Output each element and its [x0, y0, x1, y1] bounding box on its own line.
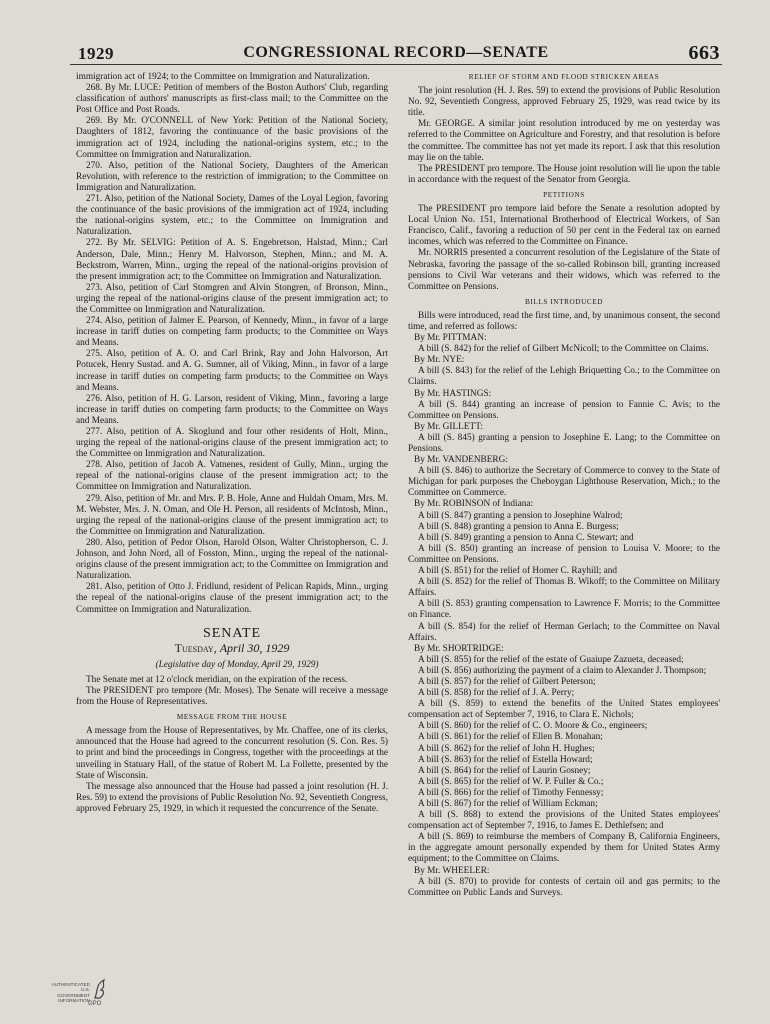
- gpo-logo: [48, 978, 108, 1016]
- bill-entry: A bill (S. 857) for the relief of Gilbert Peterson;: [418, 676, 596, 687]
- bill-entry: A bill (S. 864) for the relief of Laurin Gosney;: [418, 765, 591, 776]
- relief-paragraphs: [408, 86, 720, 186]
- bills-list: [408, 311, 720, 899]
- header-year: 1929: [78, 44, 114, 63]
- paragraph: 276. Also, petition of H. G. Larson, resident of Viking, Minn., favoring a large increase in tariff duties on competing farm products; to the Committee on Ways and Means.: [76, 393, 388, 426]
- bill-entry: A bill (S. 845) granting a pension to Josephine E. Lang; to the Committee on Pensions.: [408, 432, 720, 454]
- paragraph: 280. Also, petition of Pedor Olson, Harold Olson, Walter Christopherson, C. J. Johnson, and John Nord, all of Fosston, Minn., urging the repeal of the national-origins clause of the present immigration act; to the Committee on Immigration and Naturalization.: [76, 537, 388, 582]
- paragraph: 273. Also, petition of Carl Stomgren and Alvin Stongren, of Bronson, Minn., urging the repeal of the national-origins clause of the present immigration act; to the Committee on Immigration and Naturalization.: [76, 282, 388, 315]
- page: [70, 42, 722, 962]
- paragraph: A message from the House of Representatives, by Mr. Chaffee, one of its clerks, announced that the House had agreed to the concurrent resolution (S. Con. Res. 5) to print and bind the proceedings in Congress, together with the proceedings at the unveiling in Statuary Hall, of the statue of Robert M. La Follette, presented by the State of Wisconsin.: [76, 726, 388, 781]
- bill-entry: A bill (S. 863) for the relief of Estella Howard;: [418, 754, 593, 765]
- gpo-logo-text: AUTHENTICATED U.S. GOVERNMENT INFORMATION: [51, 982, 90, 1004]
- petitions-heading: PETITIONS: [543, 190, 585, 199]
- message-heading: MESSAGE FROM THE HOUSE: [176, 713, 288, 722]
- paragraph: 279. Also, petition of Mr. and Mrs. P. B. Hole, Anne and Huldah Omam, Mrs. M. M. Webster, Mrs. J. N. Oman, and Ole H. Person, all residents of McIntosh, Minn., urging the repeal of the national-origins clause of the present immigration act; to the Committee on Immigration and Naturalization.: [76, 493, 388, 537]
- bill-entry: A bill (S. 847) granting a pension to Josephine Walrod;: [418, 510, 623, 521]
- bill-sponsor: By Mr. NYE:: [414, 355, 465, 366]
- bill-entry: A bill (S. 861) for the relief of Ellen B. Monahan;: [418, 732, 603, 743]
- bill-entry: A bill (S. 856) authorizing the payment of a claim to Alexander J. Thompson;: [418, 665, 707, 676]
- eagle-icon: [92, 978, 110, 1000]
- bill-entry: A bill (S. 853) granting compensation to Lawrence F. Morris; to the Committee on Finance.: [408, 599, 720, 621]
- opening-paragraphs: [76, 675, 388, 708]
- bill-entry: A bill (S. 843) for the relief of the Lehigh Briquetting Co.; to the Committee on Claims.: [408, 366, 720, 388]
- bill-entry: A bill (S. 849) granting a pension to Anna C. Stewart; and: [418, 532, 634, 543]
- paragraph: The message also announced that the House had passed a joint resolution (H. J. Res. 59) to extend the provisions of Public Resolution No. 92, Seventieth Congress, approved February 25, 1929, in which it requested the concurrence of the Senate.: [76, 781, 388, 814]
- petitions-continued: [76, 72, 388, 616]
- paragraph: The PRESIDENT pro tempore (Mr. Moses). The Senate will receive a message from the House of Representatives.: [76, 685, 388, 708]
- bill-entry: A bill (S. 855) for the relief of the estate of Guaiupe Zazueta, deceased;: [418, 654, 684, 665]
- bill-entry: A bill (S. 848) granting a pension to Anna E. Burgess;: [418, 521, 619, 532]
- paragraph: 268. By Mr. LUCE: Petition of members of the Boston Authors' Club, regarding classification of authors' manuscripts as first-class mail; to the Committee on the Post Office and Post Roads.: [76, 83, 388, 116]
- senate-heading: SENATE: [202, 625, 262, 641]
- bill-sponsor: By Mr. SHORTRIDGE:: [414, 643, 504, 654]
- paragraph: The joint resolution (H. J. Res. 59) to extend the provisions of Public Resolution No. 92, Seventieth Congress, approved February 25, 1929, was read twice by its title.: [408, 86, 720, 119]
- bills-heading: BILLS INTRODUCED: [524, 297, 604, 306]
- bill-sponsor: By Mr. PITTMAN:: [414, 333, 487, 344]
- gpo-label: GPO: [88, 1001, 102, 1007]
- bill-sponsor: By Mr. WHEELER:: [414, 865, 490, 876]
- paragraph: 277. Also, petition of A. Skoglund and four other residents of Holt, Minn., urging the repeal of the national-origins clause of the present immigration act; to the Committee on Immigration and Naturalization.: [76, 427, 388, 460]
- paragraph: immigration act of 1924; to the Committee on Immigration and Naturalization.: [76, 72, 370, 82]
- message-paragraphs: [76, 726, 388, 815]
- bill-entry: A bill (S. 842) for the relief of Gilbert McNicoll; to the Committee on Claims.: [418, 344, 709, 355]
- paragraph: Mr. NORRIS presented a concurrent resolution of the Legislature of the State of Nebraska, favoring the passage of the so-called Robinson bill, granting increased pensions to Civil War veterans and their widows, which was referred to the Committee on Pensions.: [408, 248, 720, 292]
- page-number: 663: [688, 42, 720, 64]
- bill-entry: A bill (S. 846) to authorize the Secretary of Commerce to convey to the State of Michigan for park purposes the Cheboygan Lighthouse Reservation, Mich.; to the Committee on Commerce.: [408, 466, 720, 499]
- paragraph: 281. Also, petition of Otto J. Fridlund, resident of Pelican Rapids, Minn., urging the repeal of the national-origins clause of the present immigration act; to the Committee on Immigration and Naturalization.: [76, 582, 388, 615]
- left-column: [76, 72, 388, 815]
- paragraph: The Senate met at 12 o'clock meridian, on the expiration of the recess.: [86, 674, 348, 685]
- paragraph: Mr. GEORGE. A similar joint resolution introduced by me on yesterday was referred to the Committee on Agriculture and Forestry, and that resolution is before the committee. The committee has not yet made its report. I ask that this resolution may lie on the table.: [408, 119, 720, 163]
- relief-heading: RELIEF OF STORM AND FLOOD STRICKEN AREAS: [468, 73, 660, 81]
- right-column: [408, 72, 720, 899]
- paragraph: 270. Also, petition of the National Society, Daughters of the American Revolution, with reference to the restriction of immigration; to the Committee on Immigration and Naturalization.: [76, 160, 388, 193]
- paragraph: 269. By Mr. O'CONNELL of New York: Petition of the National Society, Daughters of 1812, favoring the continuance of the basic provisions of the immigration act of 1924, including the national-origins system, etc.; to the Committee on Immigration and Naturalization.: [76, 116, 388, 160]
- bill-entry: A bill (S. 868) to extend the provisions of the United States employees' compensation act of September 7, 1916, to James E. Dethlefsen; and: [408, 810, 720, 832]
- bill-entry: A bill (S. 860) for the relief of C. O. Moore & Co., engineers;: [418, 721, 648, 732]
- paragraph: 271. Also, petition of the National Society, Dames of the Loyal Legion, favoring the continuance of the basic provisions of the immigration act of 1924, including the national-origins system, etc.; to the Committee on Immigration and Naturalization.: [76, 194, 388, 238]
- bill-entry: A bill (S. 854) for the relief of Herman Gerlach; to the Committee on Naval Affairs.: [408, 621, 720, 643]
- bill-sponsor: By Mr. VANDENBERG:: [414, 455, 508, 466]
- bill-entry: A bill (S. 851) for the relief of Homer C. Rayhill; and: [418, 566, 618, 577]
- bill-entry: A bill (S. 870) to provide for contests of certain oil and gas permits; to the Committee on Public Lands and Surveys.: [408, 876, 720, 898]
- bill-entry: A bill (S. 852) for the relief of Thomas B. Wikoff; to the Committee on Military Affairs.: [408, 577, 720, 599]
- date-rest: April 30, 1929: [219, 640, 290, 655]
- bill-entry: A bill (S. 869) to reimburse the members of Company B, California Engineers, in the aggregate amount personally expended by them for United States Army equipment; to the Committee on Claims.: [408, 832, 720, 865]
- paragraph: 278. Also, petition of Jacob A. Vatnenes, resident of Gully, Minn., urging the repeal of the national-origins clause of the present immigration act; to the Committee on Immigration and Naturalization.: [76, 460, 388, 493]
- bill-sponsor: By Mr. GILLETT:: [414, 421, 483, 432]
- bill-entry: A bill (S. 866) for the relief of Timothy Fennessy;: [418, 787, 604, 798]
- paragraph: The PRESIDENT pro tempore. The House joint resolution will lie upon the table in accordance with the request of the Senator from Georgia.: [408, 163, 720, 185]
- paragraph: The PRESIDENT pro tempore laid before the Senate a resolution adopted by Local Union No. 151, International Brotherhood of Electrical Workers, of San Francisco, Calif., favoring a reduction of 50 per cent in the Federal tax on earned incomes, which was referred to the Committee on Finance.: [408, 204, 720, 248]
- bill-entry: Bills were introduced, read the first time, and, by unanimous consent, the second time, and referred as follows:: [408, 310, 720, 332]
- paragraph: 274. Also, petition of Jalmer E. Pearson, of Kennedy, Minn., in favor of a large increase in tariff duties on competing farm products; to the Committee on Ways and Means.: [76, 316, 388, 349]
- bill-entry: A bill (S. 859) to extend the benefits of the United States employees' compensation act of September 7, 1916, to Clara E. Nichols;: [408, 699, 720, 721]
- bill-entry: A bill (S. 844) granting an increase of pension to Fannie C. Avis; to the Committee on Pensions.: [408, 399, 720, 421]
- page-header: [70, 42, 722, 65]
- session-date: [76, 640, 388, 655]
- petitions-paragraphs: [408, 204, 720, 293]
- header-title: CONGRESSIONAL RECORD—SENATE: [243, 44, 549, 61]
- bill-entry: A bill (S. 858) for the relief of J. A. Perry;: [418, 688, 575, 699]
- paragraph: 272. By Mr. SELVIG: Petition of A. S. Engebretson, Halstad, Minn.; Carl Anderson, Dale, Minn.; Henry M. Halvorson, Stephen, Minn.; and M. A. Beckstrom, Warren, Minn., urging the repeal of the national-origins provision of the present immigration act; to the Committee on Immigration and Naturalization.: [76, 238, 388, 282]
- bill-sponsor: By Mr. HASTINGS:: [414, 388, 492, 399]
- bill-entry: A bill (S. 865) for the relief of W. P. Fuller & Co.;: [418, 776, 604, 787]
- bill-entry: A bill (S. 862) for the relief of John H. Hughes;: [418, 743, 595, 754]
- paragraph: 275. Also, petition of A. O. and Carl Brink, Ray and John Halvorson, Art Potucek, Henry Sustad. and A. G. Sumner, all of Viking, Minn., in favor of a large increase in tariff duties on competing farm products; to the Committee on Ways and Means.: [76, 349, 388, 393]
- legislative-day: (Legislative day of Monday, April 29, 1929): [155, 659, 319, 670]
- date-day: Tuesday,: [174, 640, 217, 655]
- bill-sponsor: By Mr. ROBINSON of Indiana:: [414, 499, 534, 510]
- bill-entry: A bill (S. 867) for the relief of William Eckman;: [418, 799, 598, 809]
- bill-entry: A bill (S. 850) granting an increase of pension to Louisa V. Moore; to the Committee on Pensions.: [408, 543, 720, 565]
